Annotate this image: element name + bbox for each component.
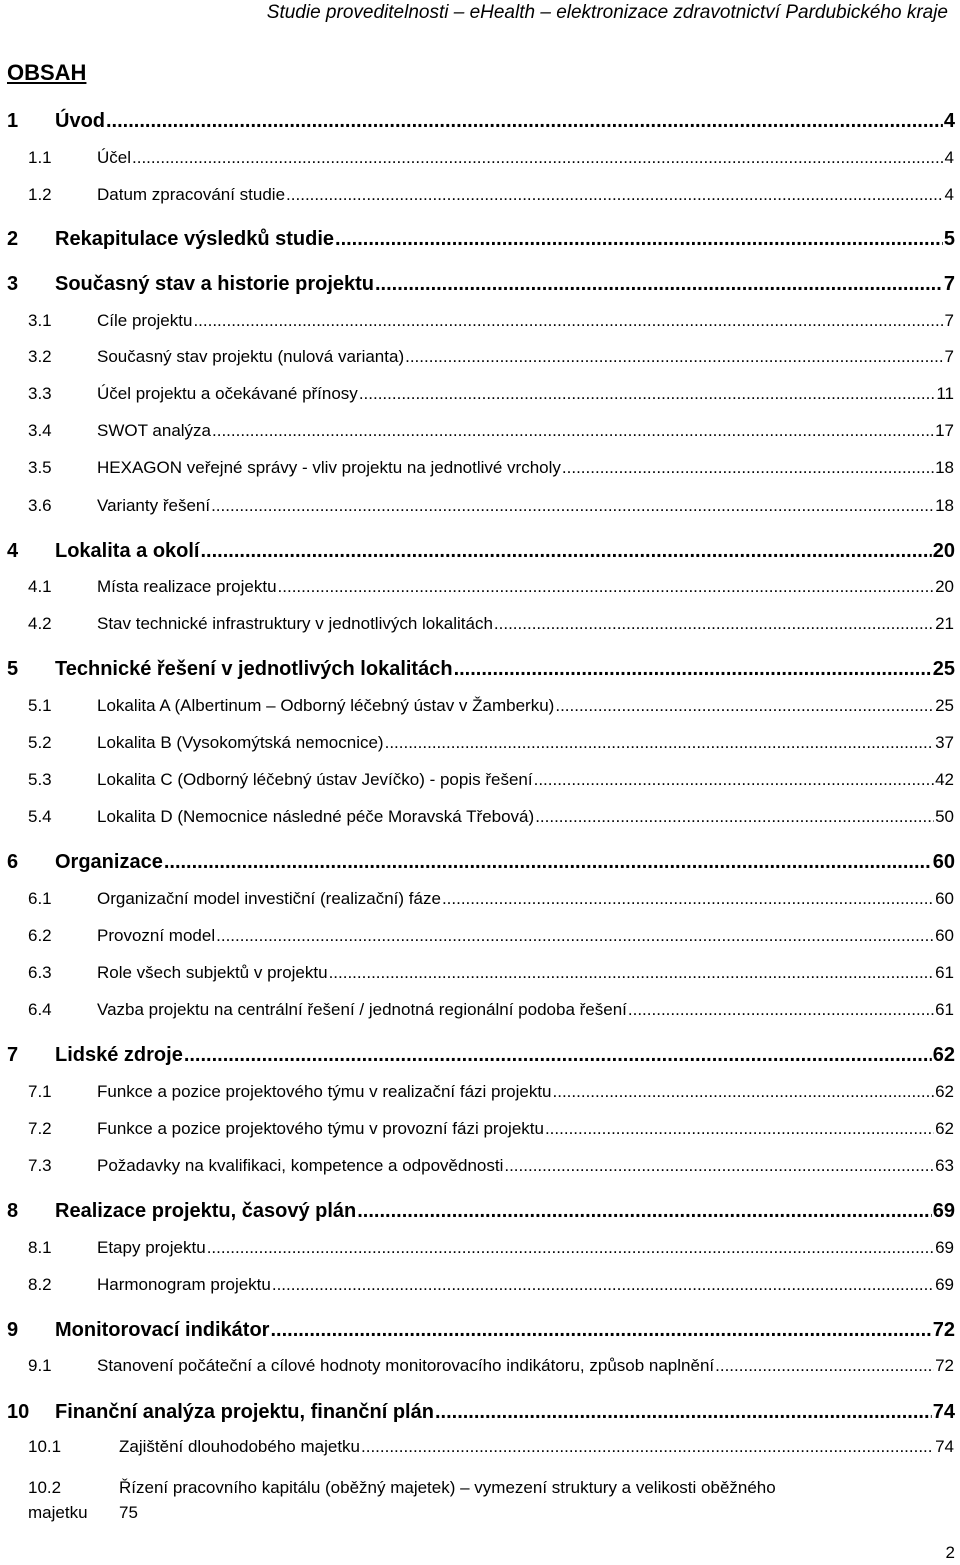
toc-entry-title: Varianty řešení (97, 496, 211, 515)
toc-entry-title: Harmonogram projektu (97, 1275, 271, 1294)
toc-entry-number: 3.6 (28, 496, 52, 515)
toc-entry-page: 63 (935, 1156, 954, 1175)
toc-dot-leader (454, 658, 932, 681)
toc-entry-number: 3 (7, 273, 19, 295)
toc-entry-number: 7.1 (28, 1082, 52, 1101)
toc-entry-number: 1.1 (28, 148, 52, 167)
toc-entry-number: 9.1 (28, 1356, 52, 1375)
toc-dot-leader (212, 421, 934, 441)
toc-entry-page: 69 (935, 1275, 954, 1294)
toc-dot-leader (211, 496, 934, 516)
toc-entry-number: 5.1 (28, 696, 52, 715)
toc-entry-page: 7 (944, 347, 954, 366)
toc-entry-number: 4.2 (28, 614, 52, 633)
toc-entry-page: 60 (935, 926, 954, 945)
toc-section-entry[interactable] (0, 696, 960, 716)
toc-entry-title: Monitorovací indikátor (55, 1319, 270, 1341)
toc-dot-leader (361, 1437, 934, 1457)
toc-entry-title: Místa realizace projektu (97, 577, 277, 596)
toc-dot-leader (329, 963, 935, 983)
toc-chapter-entry[interactable] (0, 658, 960, 681)
toc-entry-number: 6.3 (28, 963, 52, 982)
toc-entry-page: 11 (936, 384, 954, 403)
toc-entry-page: 62 (932, 1044, 955, 1066)
toc-entry-page: 74 (935, 1437, 954, 1456)
toc-entry-page: 69 (935, 1238, 954, 1257)
toc-dot-leader (207, 1238, 934, 1258)
toc-entry-page: 72 (932, 1319, 955, 1341)
toc-entry-title: Finanční analýza projektu, finanční plán (55, 1401, 434, 1423)
toc-section-entry[interactable] (0, 926, 960, 946)
toc-entry-number: 4.1 (28, 577, 52, 596)
toc-entry-page: 4 (944, 185, 954, 204)
toc-entry-title: Účel (97, 148, 132, 167)
toc-entry-title: Požadavky na kvalifikaci, kompetence a odpovědnosti (97, 1156, 504, 1175)
toc-entry-number: 3.5 (28, 458, 52, 477)
toc-entry-number: 3.1 (28, 311, 52, 330)
toc-dot-leader (193, 311, 943, 331)
toc-entry-title: Funkce a pozice projektového týmu v provozní fázi projektu (97, 1119, 544, 1138)
toc-dot-leader (359, 384, 936, 404)
toc-entry-title: Řízení pracovního kapitálu (oběžný majetek) – vymezení struktury a velikosti oběžného (119, 1478, 776, 1497)
toc-entry-title: Organizace (55, 851, 163, 873)
toc-section-entry[interactable] (0, 733, 960, 753)
toc-section-entry[interactable] (0, 148, 960, 168)
toc-entry-page: 4 (944, 148, 954, 167)
toc-dot-leader (184, 1044, 932, 1067)
toc-entry-title: HEXAGON veřejné správy - vliv projektu na jednotlivé vrcholy (97, 458, 561, 477)
toc-entry-number: 7.3 (28, 1156, 52, 1175)
toc-entry-title: Datum zpracování studie (97, 185, 286, 204)
toc-dot-leader (715, 1356, 934, 1376)
toc-entry-title: Vazba projektu na centrální řešení / jednotná regionální podoba řešení (97, 1000, 627, 1019)
toc-chapter-entry[interactable] (0, 1200, 960, 1223)
toc-entry-number: 9 (7, 1319, 19, 1341)
toc-dot-leader (553, 1082, 935, 1102)
toc-chapter-entry[interactable] (0, 110, 960, 133)
toc-chapter-entry[interactable] (0, 540, 960, 563)
toc-entry-title: Lidské zdroje (55, 1044, 183, 1066)
toc-entry-page: 60 (935, 889, 954, 908)
toc-entry-page: 17 (935, 421, 954, 440)
toc-entry-title: Provozní model (97, 926, 216, 945)
toc-entry-page: 61 (935, 963, 954, 982)
toc-entry-page: 60 (932, 851, 955, 873)
toc-entry-title: Současný stav projektu (nulová varianta) (97, 347, 405, 366)
toc-dot-leader (132, 148, 944, 168)
toc-entry-page: 62 (935, 1119, 954, 1138)
toc-section-entry[interactable] (0, 1119, 960, 1139)
toc-dot-leader (272, 1275, 934, 1295)
toc-entry-number: 6.4 (28, 1000, 52, 1019)
toc-chapter-entry[interactable] (0, 273, 960, 296)
toc-entry-number: 5.4 (28, 807, 52, 826)
toc-entry-number: 7 (7, 1044, 19, 1066)
toc-entry-page: 75 (119, 1503, 138, 1522)
toc-entry-page: 21 (935, 614, 954, 633)
toc-entry-title: Role všech subjektů v projektu (97, 963, 328, 982)
toc-entry-page: 25 (932, 658, 955, 680)
toc-entry-number: 6 (7, 851, 19, 873)
toc-chapter-entry[interactable] (0, 1319, 960, 1342)
toc-dot-leader (435, 1401, 932, 1424)
toc-entry-title: Lokalita a okolí (55, 540, 200, 562)
toc-dot-leader (270, 1319, 931, 1342)
toc-dot-leader (164, 851, 932, 874)
toc-dot-leader (106, 110, 943, 133)
toc-entry-number: 4 (7, 540, 19, 562)
toc-entry-page: 69 (932, 1200, 955, 1222)
toc-entry-page: 18 (935, 458, 954, 477)
toc-entry-number: 3.3 (28, 384, 52, 403)
running-header: Studie proveditelnosti – eHealth – elektronizace zdravotnictví Pardubického kraje (266, 2, 948, 23)
toc-entry-page: 74 (932, 1401, 955, 1423)
toc-section-entry[interactable] (0, 185, 960, 205)
toc-entry-page: 7 (944, 311, 954, 330)
toc-entry-title: Lokalita C (Odborný léčebný ústav Jevíčko) - popis řešení (97, 770, 533, 789)
toc-entry-title: Funkce a pozice projektového týmu v realizační fázi projektu (97, 1082, 552, 1101)
toc-dot-leader (442, 889, 934, 909)
toc-dot-leader (357, 1200, 932, 1223)
toc-entry-title: Lokalita A (Albertinum – Odborný léčebný ústav v Žamberku) (97, 696, 555, 715)
toc-dot-leader (335, 228, 943, 251)
toc-section-entry[interactable] (0, 614, 960, 634)
toc-dot-leader (216, 926, 934, 946)
toc-entry-page: 7 (943, 273, 955, 295)
toc-entry-number: 8.2 (28, 1275, 52, 1294)
toc-dot-leader (286, 185, 943, 205)
toc-entry-title: SWOT analýza (97, 421, 212, 440)
toc-entry-title: Stanovení počáteční a cílové hodnoty monitorovacího indikátoru, způsob naplnění (97, 1356, 715, 1375)
toc-entry-title: Organizační model investiční (realizační) fáze (97, 889, 441, 908)
toc-dot-leader (200, 540, 931, 563)
toc-entry-number: 5.2 (28, 733, 52, 752)
toc-section-entry[interactable] (0, 1156, 960, 1176)
toc-chapter-entry[interactable] (0, 1401, 960, 1424)
toc-entry-title: Realizace projektu, časový plán (55, 1200, 357, 1222)
toc-entry-number: 6.1 (28, 889, 52, 908)
toc-entry-number: 8.1 (28, 1238, 52, 1257)
toc-entry-title: Zajištění dlouhodobého majetku (119, 1437, 360, 1456)
toc-entry-page: 37 (935, 733, 954, 752)
toc-section-entry[interactable] (0, 807, 960, 827)
toc-entry-number: 6.2 (28, 926, 52, 945)
toc-chapter-entry[interactable] (0, 228, 960, 251)
toc-dot-leader (385, 733, 934, 753)
toc-section-entry[interactable] (0, 963, 960, 983)
toc-entry-wrapped[interactable] (28, 1475, 930, 1525)
toc-entry-number: 3.4 (28, 421, 52, 440)
toc-dot-leader (278, 577, 935, 597)
toc-entry-page: 42 (935, 770, 954, 789)
toc-dot-leader (555, 696, 934, 716)
toc-dot-leader (545, 1119, 934, 1139)
toc-entry-page: 62 (935, 1082, 954, 1101)
toc-dot-leader (628, 1000, 934, 1020)
toc-entry-page: 18 (935, 496, 954, 515)
toc-entry-number: 1 (7, 110, 19, 132)
page-number: 2 (945, 1543, 955, 1562)
toc-entry-number: 8 (7, 1200, 19, 1222)
toc-entry-title: Účel projektu a očekávané přínosy (97, 384, 358, 403)
toc-entry-page: 50 (935, 807, 954, 826)
toc-section-entry[interactable] (0, 347, 960, 367)
toc-dot-leader (535, 807, 934, 827)
toc-section-entry[interactable] (0, 770, 960, 790)
toc-entry-number: 5.3 (28, 770, 52, 789)
toc-entry-title: Lokalita B (Vysokomýtská nemocnice) (97, 733, 384, 752)
toc-entry-title: Lokalita D (Nemocnice následné péče Moravská Třebová) (97, 807, 535, 826)
toc-dot-leader (375, 273, 943, 296)
toc-section-entry[interactable] (0, 384, 960, 404)
toc-entry-page: 61 (935, 1000, 954, 1019)
toc-entry-number: 3.2 (28, 347, 52, 366)
toc-section-entry[interactable] (0, 1000, 960, 1020)
toc-section-entry[interactable] (0, 577, 960, 597)
toc-entry-number: 5 (7, 658, 19, 680)
toc-entry-number: 10.2 (28, 1478, 62, 1497)
toc-dot-leader (534, 770, 934, 790)
toc-entry-number: 2 (7, 228, 19, 250)
toc-section-entry[interactable] (0, 311, 960, 331)
toc-section-entry[interactable] (0, 1238, 960, 1258)
toc-chapter-entry[interactable] (0, 1044, 960, 1067)
toc-section-entry[interactable] (0, 1082, 960, 1102)
toc-entry-number: 10 (7, 1401, 30, 1423)
toc-entry-number: 10.1 (28, 1437, 62, 1456)
toc-entry-title: Rekapitulace výsledků studie (55, 228, 335, 250)
toc-entry-page: 5 (943, 228, 955, 250)
toc-entry-page: 20 (935, 577, 954, 596)
toc-section-entry[interactable] (0, 889, 960, 909)
toc-chapter-entry[interactable] (0, 851, 960, 874)
toc-section-entry[interactable] (0, 496, 960, 516)
toc-dot-leader (504, 1156, 934, 1176)
toc-entry-page: 25 (935, 696, 954, 715)
toc-section-entry[interactable] (0, 1356, 960, 1376)
toc-section-entry[interactable] (0, 421, 960, 441)
toc-entry-title: Úvod (55, 110, 105, 132)
toc-entry-page: 20 (932, 540, 955, 562)
toc-entry-page: 4 (943, 110, 955, 132)
toc-title: OBSAH (7, 60, 87, 85)
toc-entry-title-continued: majetku (28, 1503, 88, 1522)
toc-entry-title: Technické řešení v jednotlivých lokalitách (55, 658, 453, 680)
toc-entry-title: Cíle projektu (97, 311, 193, 330)
toc-section-entry[interactable] (0, 1275, 960, 1295)
toc-dot-leader (405, 347, 943, 367)
toc-entry-title: Stav technické infrastruktury v jednotlivých lokalitách (97, 614, 493, 633)
toc-entry-page: 72 (935, 1356, 954, 1375)
toc-entry-title: Současný stav a historie projektu (55, 273, 374, 295)
toc-entry-title: Etapy projektu (97, 1238, 206, 1257)
toc-dot-leader (494, 614, 934, 634)
toc-entry-number: 1.2 (28, 185, 52, 204)
toc-section-entry[interactable] (0, 1437, 960, 1457)
toc-dot-leader (562, 458, 934, 478)
toc-section-entry[interactable] (0, 458, 960, 478)
toc-entry-number: 7.2 (28, 1119, 52, 1138)
